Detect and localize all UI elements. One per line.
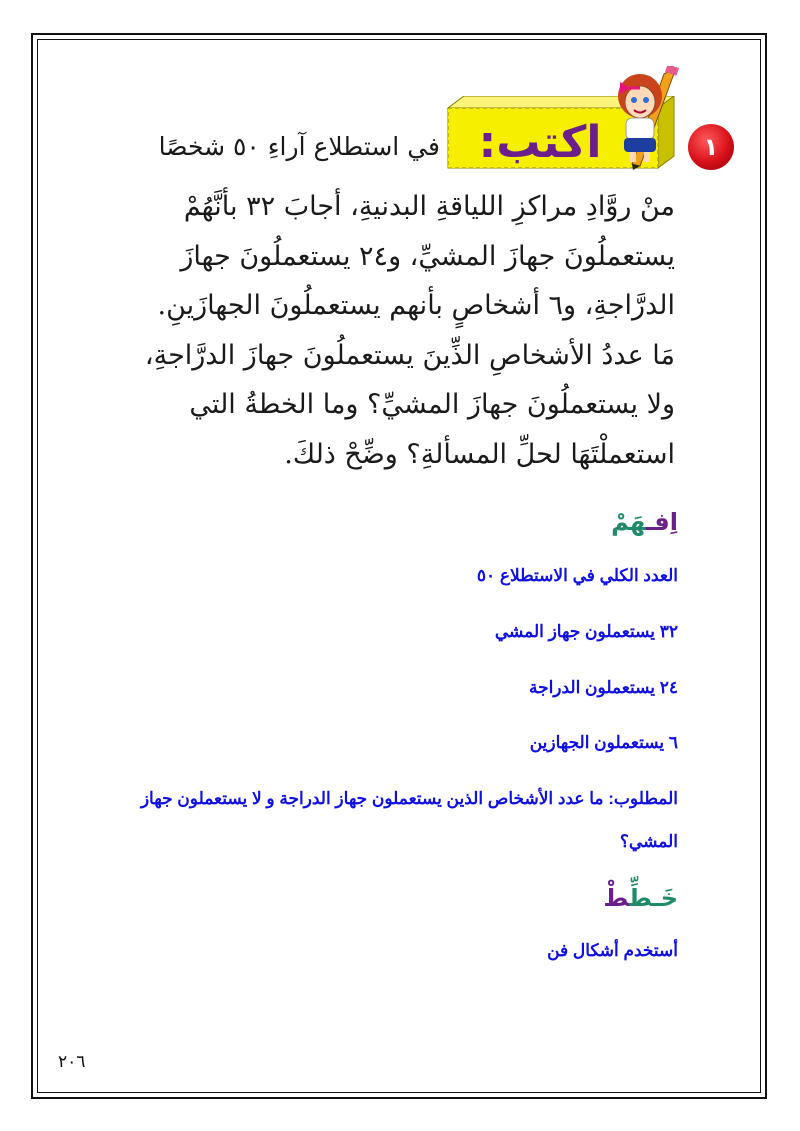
write-label: اكتب: — [478, 117, 602, 168]
answer-line: ٦ يستعملون الجهازين — [529, 733, 678, 752]
problem-line: ولا يستعملُونَ جهازَ المشيِّ؟ وما الخطةُ التي — [189, 389, 675, 420]
problem-line: يستعملُونَ جهازَ المشيِّ، و٢٤ يستعملُونَ جهازَ — [180, 240, 675, 272]
pencil-girl-mascot-icon — [606, 66, 692, 170]
page-number: ٢٠٦ — [58, 1052, 86, 1072]
problem-line: الدرَّاجةِ، و٦ أشخاصٍ بأنهم يستعملُونَ الجهازَينِ. — [157, 290, 675, 321]
plan-heading — [603, 884, 678, 912]
problem-text — [135, 182, 675, 479]
understand-heading-rest: هَمْ — [611, 508, 646, 536]
answer-line: ٢٤ يستعملون الدراجة — [528, 678, 678, 697]
answer-line: ٣٢ يستعملون جهاز المشي — [494, 622, 678, 641]
answer-line: العدد الكلي في الاستطلاع ٥٠ — [476, 566, 678, 585]
problem-intro-text: في استطلاع آراءِ ٥٠ شخصًا — [158, 132, 440, 161]
understand-heading — [611, 508, 678, 536]
problem-number-badge: ١ — [688, 124, 734, 170]
plan-heading-accent: طْ — [603, 884, 630, 912]
problem-line: مَا عددُ الأشخاصِ الذِّينَ يستعملُونَ جهازَ الدرَّاجةِ، — [144, 339, 675, 371]
plan-answer: أستخدم أشكال فن — [547, 941, 678, 960]
plan-heading-rest: خَـطِّ — [629, 884, 678, 912]
understand-heading-accent: اِفـ — [645, 508, 678, 536]
problem-line: منْ روَّادِ مراكزِ اللياقةِ البدنيةِ، أجابَ ٣٢ بأنَّهُمْ — [183, 191, 675, 222]
problem-line: استعملْتَهَا لحلِّ المسألةِ؟ وضِّحْ ذلكَ. — [284, 438, 675, 470]
required-text: المطلوب: ما عدد الأشخاص الذين يستعملون جهاز الدراجة و لا يستعملون جهاز المشي؟ — [140, 789, 678, 851]
